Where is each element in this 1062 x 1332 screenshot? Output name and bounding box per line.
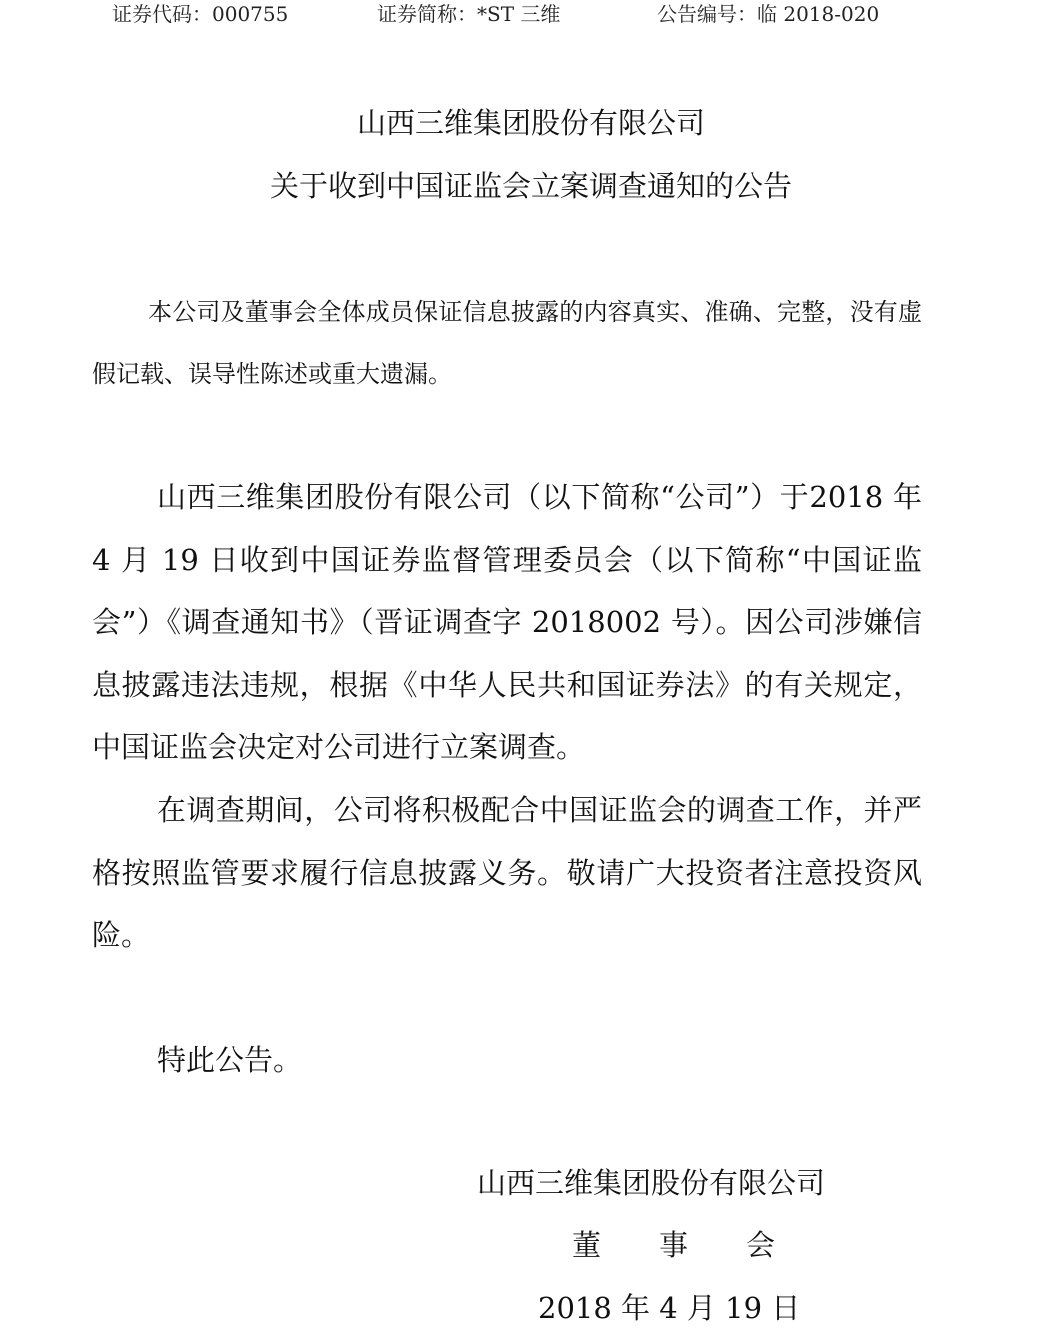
body-paragraph-1: 山西三维集团股份有限公司（以下简称“公司”）于2018 年 4 月 19 日收到中国证券监督管理委员会（以下简称“中国证监会”）《调查通知书》（晋证调查字 2018002 号）。因公司涉嫌信息披露违法违规，根据《中华人民共和国证券法》的有关规定，中国证监会决定对公司进行立案调查。 [92,480,922,764]
document-header [0,0,1062,30]
body-paragraph-2: 在调查期间，公司将积极配合中国证监会的调查工作，并严格按照监管要求履行信息披露义务。敬请广大投资者注意投资风险。 [92,793,922,952]
title-company: 山西三维集团股份有限公司 [356,106,705,140]
stock-code: 证券代码：000755 [112,2,289,26]
signature-company: 山西三维集团股份有限公司 [477,1166,826,1200]
title-subject: 关于收到中国证监会立案调查通知的公告 [269,169,792,203]
stock-abbreviation: 证券简称：*ST 三维 [377,2,561,26]
notice-number: 公告编号：临 2018-020 [657,2,880,26]
signature-date: 2018 年 4 月 19 日 [538,1291,801,1325]
signature-board: 董 事 会 [572,1228,776,1262]
disclosure-statement: 本公司及董事会全体成员保证信息披露的内容真实、准确、完整，没有虚假记载、误导性陈述或重大遗漏。 [92,298,922,388]
closing-line: 特此公告。 [157,1043,303,1077]
